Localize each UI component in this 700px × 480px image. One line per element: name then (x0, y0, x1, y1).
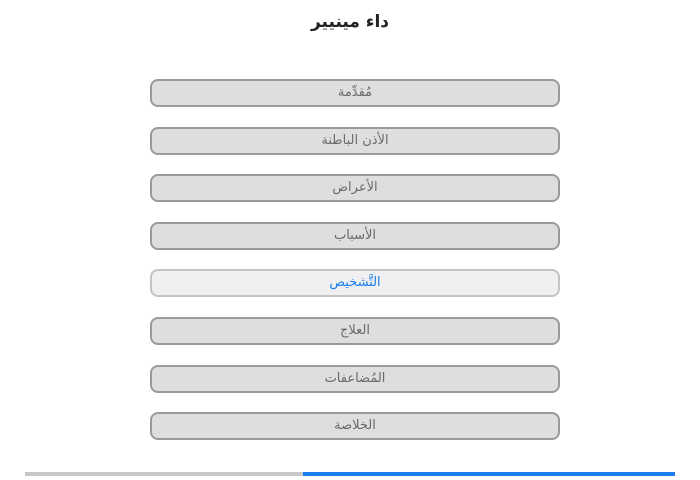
menu-item-summary[interactable]: الخلاصة (150, 412, 560, 440)
menu-item-complications[interactable]: المُضاعفات (150, 365, 560, 393)
chapter-menu (150, 79, 560, 460)
menu-item-introduction[interactable]: مُقدِّمة (150, 79, 560, 107)
menu-item-inner-ear[interactable]: الأذن الباطنة (150, 127, 560, 155)
progress-bar-fill (303, 472, 675, 476)
progress-bar (25, 472, 675, 476)
menu-item-causes[interactable]: الأسباب (150, 222, 560, 250)
menu-item-symptoms[interactable]: الأعراض (150, 174, 560, 202)
page-title: داء مينيير (310, 12, 390, 32)
menu-item-treatment[interactable]: العلاج (150, 317, 560, 345)
menu-item-diagnosis[interactable]: التَّشخيص (150, 269, 560, 297)
